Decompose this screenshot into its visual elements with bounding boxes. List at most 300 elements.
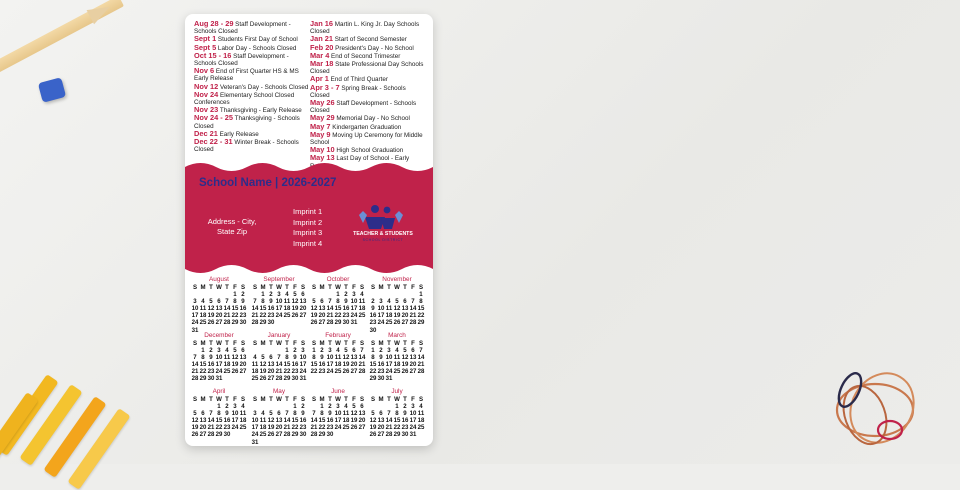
day-cell: 28 <box>358 368 366 376</box>
day-cell: 21 <box>251 312 259 320</box>
day-cell: 13 <box>239 354 247 362</box>
day-cell: 21 <box>207 424 215 432</box>
day-cell: 17 <box>231 417 239 425</box>
day-cell: 3 <box>411 403 415 411</box>
weekday-letter: T <box>285 340 289 347</box>
day-cell: 10 <box>326 354 334 362</box>
empty-day-cell <box>199 291 207 298</box>
weekday-letter: T <box>403 396 407 403</box>
day-cell: 26 <box>191 431 199 439</box>
event-date: Nov 24 <box>194 89 219 99</box>
weekday-letter: T <box>328 396 332 403</box>
day-cell: 17 <box>251 424 259 432</box>
event-description: Staff Development - Schools Closed <box>194 21 291 36</box>
day-cell: 28 <box>223 319 231 327</box>
day-cell: 8 <box>201 354 205 362</box>
event-date: Jan 16 <box>310 19 334 28</box>
day-cell: 17 <box>334 417 342 425</box>
empty-day-cell <box>283 403 291 410</box>
day-cell: 29 <box>417 319 425 327</box>
month-name: June <box>331 388 345 395</box>
weekday-letter: S <box>240 396 246 403</box>
imprint-line: Imprint 4 <box>293 238 323 248</box>
day-cell: 26 <box>267 431 275 439</box>
day-cell: 8 <box>320 410 324 418</box>
weekday-letter: F <box>352 396 356 403</box>
day-cell: 23 <box>342 312 350 320</box>
empty-day-cell <box>223 291 231 298</box>
day-cell: 4 <box>336 347 340 355</box>
day-cell: 30 <box>223 431 231 439</box>
event-date: Sept 1 <box>194 34 217 44</box>
event-item <box>194 138 310 153</box>
event-description: Kindergarten Graduation <box>330 123 402 131</box>
day-cell: 4 <box>344 403 348 411</box>
weekday-letter: S <box>252 340 258 347</box>
day-cell: 7 <box>312 410 316 418</box>
event-description: Memorial Day - No School <box>334 115 410 123</box>
day-cell: 2 <box>403 403 407 411</box>
weekday-letter: T <box>344 284 348 291</box>
event-item <box>194 67 310 82</box>
day-cell: 27 <box>275 431 283 439</box>
day-cell: 27 <box>358 424 366 432</box>
day-cell: 10 <box>275 298 283 306</box>
weekday-letter: S <box>300 284 306 291</box>
day-cell: 13 <box>409 354 417 362</box>
empty-day-cell <box>377 403 385 410</box>
day-cell: 18 <box>251 368 259 376</box>
day-cell: 20 <box>377 424 385 432</box>
month-days-grid <box>191 340 247 383</box>
event-date: Nov 24 - 25 <box>194 113 234 123</box>
day-cell: 3 <box>253 410 257 418</box>
empty-day-cell <box>207 291 215 298</box>
events-column-left <box>194 20 310 153</box>
day-cell: 14 <box>191 361 199 369</box>
weekday-letter: S <box>240 284 246 291</box>
day-cell: 17 <box>215 361 223 369</box>
month-calendar <box>369 388 425 439</box>
day-cell: 19 <box>310 312 318 320</box>
day-cell: 28 <box>191 375 199 383</box>
day-cell: 25 <box>334 368 342 376</box>
day-cell: 27 <box>267 375 275 383</box>
day-cell: 12 <box>350 410 358 418</box>
day-cell: 31 <box>191 326 199 334</box>
day-cell: 15 <box>215 417 223 425</box>
day-cell: 8 <box>395 410 399 418</box>
day-cell: 15 <box>369 361 377 369</box>
day-cell: 24 <box>215 368 223 376</box>
empty-day-cell <box>310 403 318 410</box>
day-cell: 24 <box>299 368 307 376</box>
day-cell: 18 <box>239 417 247 425</box>
event-date: Dec 21 <box>194 128 218 138</box>
event-description: End of First Quarter HS & MS Early Release <box>194 68 299 83</box>
day-cell: 22 <box>393 424 401 432</box>
day-cell: 4 <box>419 403 423 411</box>
weekday-letter: T <box>209 340 213 347</box>
day-cell: 25 <box>251 375 259 383</box>
day-cell: 29 <box>334 319 342 327</box>
day-cell: 3 <box>379 298 383 306</box>
school-title: School Name | 2026-2027 <box>199 177 337 189</box>
day-cell: 6 <box>217 298 221 306</box>
imprint-lines <box>293 207 322 249</box>
day-cell: 11 <box>393 354 401 362</box>
imprint-line: Imprint 2 <box>293 217 323 227</box>
month-name: October <box>326 276 350 283</box>
empty-day-cell <box>215 291 223 298</box>
weekday-letter: T <box>225 396 229 403</box>
day-cell: 24 <box>350 312 358 320</box>
weekday-letter: F <box>411 340 415 347</box>
day-cell: 31 <box>350 319 358 327</box>
event-item <box>310 131 426 146</box>
day-cell: 9 <box>293 354 297 362</box>
weekday-letter: F <box>352 340 356 347</box>
empty-day-cell <box>369 291 377 298</box>
day-cell: 12 <box>259 361 267 369</box>
day-cell: 14 <box>385 417 393 425</box>
day-cell: 30 <box>342 319 350 327</box>
day-cell: 5 <box>395 298 399 306</box>
imprint-line: Imprint 1 <box>293 207 323 216</box>
empty-day-cell <box>251 291 259 298</box>
weekday-letter: F <box>293 396 297 403</box>
day-cell: 7 <box>253 298 257 306</box>
day-cell: 18 <box>342 417 350 425</box>
day-cell: 7 <box>285 410 289 418</box>
day-cell: 27 <box>299 312 307 320</box>
day-cell: 16 <box>291 361 299 369</box>
day-cell: 14 <box>409 305 417 313</box>
day-cell: 10 <box>350 298 358 306</box>
month-name: February <box>325 332 351 339</box>
day-cell: 12 <box>310 305 318 313</box>
day-cell: 25 <box>199 319 207 327</box>
day-cell: 10 <box>377 305 385 313</box>
event-description: End of Second Trimester <box>329 52 401 60</box>
day-cell: 8 <box>312 354 316 362</box>
weekday-letter: T <box>209 396 213 403</box>
day-cell: 16 <box>342 305 350 313</box>
empty-day-cell <box>385 403 393 410</box>
day-cell: 16 <box>207 361 215 369</box>
day-cell: 23 <box>377 368 385 376</box>
day-cell: 1 <box>371 347 375 355</box>
weekday-letter: S <box>311 340 317 347</box>
day-cell: 5 <box>371 410 375 418</box>
weekday-letter: T <box>269 284 273 291</box>
event-item <box>194 52 310 67</box>
day-cell: 5 <box>293 291 297 299</box>
event-description: Moving Up Ceremony for Middle School <box>310 131 423 147</box>
day-cell: 3 <box>387 347 391 355</box>
day-cell: 17 <box>299 361 307 369</box>
day-cell: 10 <box>191 305 199 313</box>
empty-day-cell <box>377 291 385 298</box>
day-cell: 5 <box>403 347 407 355</box>
day-cell: 30 <box>207 375 215 383</box>
day-cell: 14 <box>223 305 231 313</box>
day-cell: 15 <box>259 305 267 313</box>
day-cell: 5 <box>312 298 316 306</box>
day-cell: 24 <box>275 312 283 320</box>
day-cell: 12 <box>291 298 299 306</box>
day-cell: 20 <box>358 417 366 425</box>
day-cell: 20 <box>299 305 307 313</box>
day-cell: 11 <box>358 298 366 306</box>
event-description: Last Day of School - Early <box>336 155 410 163</box>
day-cell: 17 <box>350 305 358 313</box>
day-cell: 26 <box>369 431 377 439</box>
day-cell: 2 <box>320 347 324 355</box>
day-cell: 3 <box>328 347 332 355</box>
day-cell: 17 <box>275 305 283 313</box>
day-cell: 14 <box>326 305 334 313</box>
day-cell: 14 <box>310 417 318 425</box>
weekday-letter: T <box>387 284 391 291</box>
empty-day-cell <box>393 291 401 298</box>
day-cell: 20 <box>318 312 326 320</box>
weekday-letter: M <box>319 396 325 403</box>
month-name: September <box>263 276 295 283</box>
day-cell: 6 <box>411 347 415 355</box>
month-days-grid <box>191 396 247 439</box>
month-calendar <box>251 276 307 327</box>
day-cell: 23 <box>318 368 326 376</box>
weekday-letter: S <box>192 340 198 347</box>
day-cell: 4 <box>360 291 364 299</box>
day-cell: 31 <box>299 375 307 383</box>
weekday-letter: W <box>335 284 341 291</box>
month-days-grid <box>369 340 425 383</box>
day-cell: 13 <box>377 417 385 425</box>
day-cell: 18 <box>358 305 366 313</box>
weekday-letter: S <box>370 396 376 403</box>
weekday-letter: F <box>411 284 415 291</box>
weekday-letter: S <box>418 340 424 347</box>
day-cell: 17 <box>377 312 385 320</box>
event-description: State Professional Day Schools Closed <box>310 61 424 76</box>
day-cell: 6 <box>360 403 364 411</box>
month-calendar <box>310 388 366 439</box>
empty-day-cell <box>401 291 409 298</box>
weekday-letter: M <box>260 340 266 347</box>
day-cell: 27 <box>350 368 358 376</box>
day-cell: 11 <box>385 305 393 313</box>
school-banner <box>185 159 433 279</box>
day-cell: 18 <box>334 361 342 369</box>
day-cell: 13 <box>299 298 307 306</box>
day-cell: 6 <box>201 410 205 418</box>
day-cell: 24 <box>326 368 334 376</box>
day-cell: 2 <box>379 347 383 355</box>
day-cell: 20 <box>350 361 358 369</box>
day-cell: 30 <box>377 375 385 383</box>
day-cell: 4 <box>253 354 257 362</box>
day-cell: 5 <box>193 410 197 418</box>
weekday-letter: T <box>403 284 407 291</box>
event-item <box>310 84 426 99</box>
month-days-grid <box>310 396 366 439</box>
day-cell: 30 <box>369 326 377 334</box>
day-cell: 30 <box>299 431 307 439</box>
students-figures-icon <box>351 203 415 231</box>
day-cell: 7 <box>193 354 197 362</box>
day-cell: 20 <box>401 312 409 320</box>
day-cell: 30 <box>239 319 247 327</box>
calendar-magnet-card <box>185 14 433 446</box>
day-cell: 1 <box>395 403 399 411</box>
day-cell: 13 <box>199 417 207 425</box>
day-cell: 15 <box>291 417 299 425</box>
day-cell: 13 <box>215 305 223 313</box>
day-cell: 12 <box>267 417 275 425</box>
empty-day-cell <box>199 403 207 410</box>
weekday-letter: F <box>352 284 356 291</box>
day-cell: 6 <box>301 291 305 299</box>
day-cell: 16 <box>223 417 231 425</box>
event-item <box>310 20 426 35</box>
weekday-letter: T <box>285 284 289 291</box>
weekday-letter: S <box>311 396 317 403</box>
event-date: Jan 21 <box>310 34 334 44</box>
day-cell: 22 <box>334 312 342 320</box>
day-cell: 15 <box>310 361 318 369</box>
day-cell: 3 <box>217 347 221 355</box>
day-cell: 6 <box>403 298 407 306</box>
empty-day-cell <box>191 291 199 298</box>
address-line-1: Address - City, <box>207 217 257 226</box>
empty-day-cell <box>267 403 275 410</box>
event-description: President's Day - No School <box>333 44 414 52</box>
day-cell: 24 <box>385 368 393 376</box>
day-cell: 19 <box>231 361 239 369</box>
weekday-letter: S <box>370 340 376 347</box>
day-cell: 9 <box>344 298 348 306</box>
day-cell: 19 <box>259 368 267 376</box>
weekday-letter: M <box>378 340 384 347</box>
event-description: Thanksgiving - Early Release <box>218 107 302 115</box>
event-description: Spring Break - Schools Closed <box>310 84 406 99</box>
day-cell: 16 <box>377 361 385 369</box>
month-name: May <box>272 388 286 395</box>
day-cell: 4 <box>241 403 245 411</box>
day-cell: 6 <box>320 298 324 306</box>
day-cell: 11 <box>199 305 207 313</box>
day-cell: 16 <box>318 361 326 369</box>
day-cell: 16 <box>369 312 377 320</box>
weekday-letter: M <box>200 340 206 347</box>
event-description: Students First Day of School <box>216 36 298 44</box>
day-cell: 12 <box>393 305 401 313</box>
logo-text: TEACHER & STUDENTS <box>353 231 413 237</box>
day-cell: 4 <box>285 291 289 299</box>
day-cell: 1 <box>312 347 316 355</box>
month-days-grid <box>310 340 366 375</box>
day-cell: 25 <box>223 368 231 376</box>
day-cell: 28 <box>417 368 425 376</box>
day-cell: 20 <box>239 361 247 369</box>
month-days-grid <box>251 284 307 327</box>
day-cell: 3 <box>193 298 197 306</box>
day-cell: 13 <box>350 354 358 362</box>
weekday-letter: S <box>359 396 365 403</box>
weekday-letter: S <box>418 396 424 403</box>
day-cell: 7 <box>209 410 213 418</box>
day-cell: 2 <box>225 403 229 411</box>
day-cell: 21 <box>409 312 417 320</box>
day-cell: 29 <box>199 375 207 383</box>
day-cell: 29 <box>259 319 267 327</box>
day-cell: 19 <box>350 417 358 425</box>
day-cell: 21 <box>223 312 231 320</box>
day-cell: 27 <box>199 431 207 439</box>
event-date: Nov 23 <box>194 105 219 115</box>
event-date: May 9 <box>310 129 331 139</box>
day-cell: 8 <box>261 298 265 306</box>
empty-day-cell <box>191 403 199 410</box>
weekday-letter: F <box>411 396 415 403</box>
weekday-letter: T <box>403 340 407 347</box>
day-cell: 14 <box>283 417 291 425</box>
day-cell: 10 <box>334 410 342 418</box>
weekday-letter: M <box>200 284 206 291</box>
day-cell: 19 <box>291 305 299 313</box>
day-cell: 2 <box>269 291 273 299</box>
day-cell: 22 <box>283 368 291 376</box>
weekday-letter: W <box>276 340 282 347</box>
weekday-letter: T <box>225 284 229 291</box>
day-cell: 1 <box>217 403 221 411</box>
day-cell: 19 <box>342 361 350 369</box>
event-description: Early Release <box>217 130 259 138</box>
weekday-letter: T <box>269 396 273 403</box>
day-cell: 16 <box>299 417 307 425</box>
day-cell: 22 <box>417 312 425 320</box>
day-cell: 31 <box>385 375 393 383</box>
day-cell: 19 <box>401 361 409 369</box>
day-cell: 1 <box>233 291 237 299</box>
weekday-letter: T <box>285 396 289 403</box>
day-cell: 5 <box>352 403 356 411</box>
day-cell: 5 <box>261 354 265 362</box>
day-cell: 9 <box>209 354 213 362</box>
day-cell: 19 <box>369 424 377 432</box>
weekday-letter: T <box>328 340 332 347</box>
month-name: April <box>212 388 226 395</box>
weekday-letter: S <box>359 340 365 347</box>
event-description: Martin L. King Jr. Day Schools Closed <box>310 21 420 36</box>
day-cell: 29 <box>231 319 239 327</box>
event-date: Nov 12 <box>194 81 219 91</box>
rubber-bands-decoration <box>820 360 940 460</box>
day-cell: 13 <box>275 417 283 425</box>
day-cell: 3 <box>336 403 340 411</box>
day-cell: 9 <box>320 354 324 362</box>
weekday-letter: T <box>328 284 332 291</box>
day-cell: 11 <box>251 361 259 369</box>
day-cell: 10 <box>251 417 259 425</box>
event-item <box>310 60 426 75</box>
day-cell: 22 <box>369 368 377 376</box>
day-cell: 9 <box>269 298 273 306</box>
day-cell: 10 <box>299 354 307 362</box>
day-cell: 22 <box>318 424 326 432</box>
